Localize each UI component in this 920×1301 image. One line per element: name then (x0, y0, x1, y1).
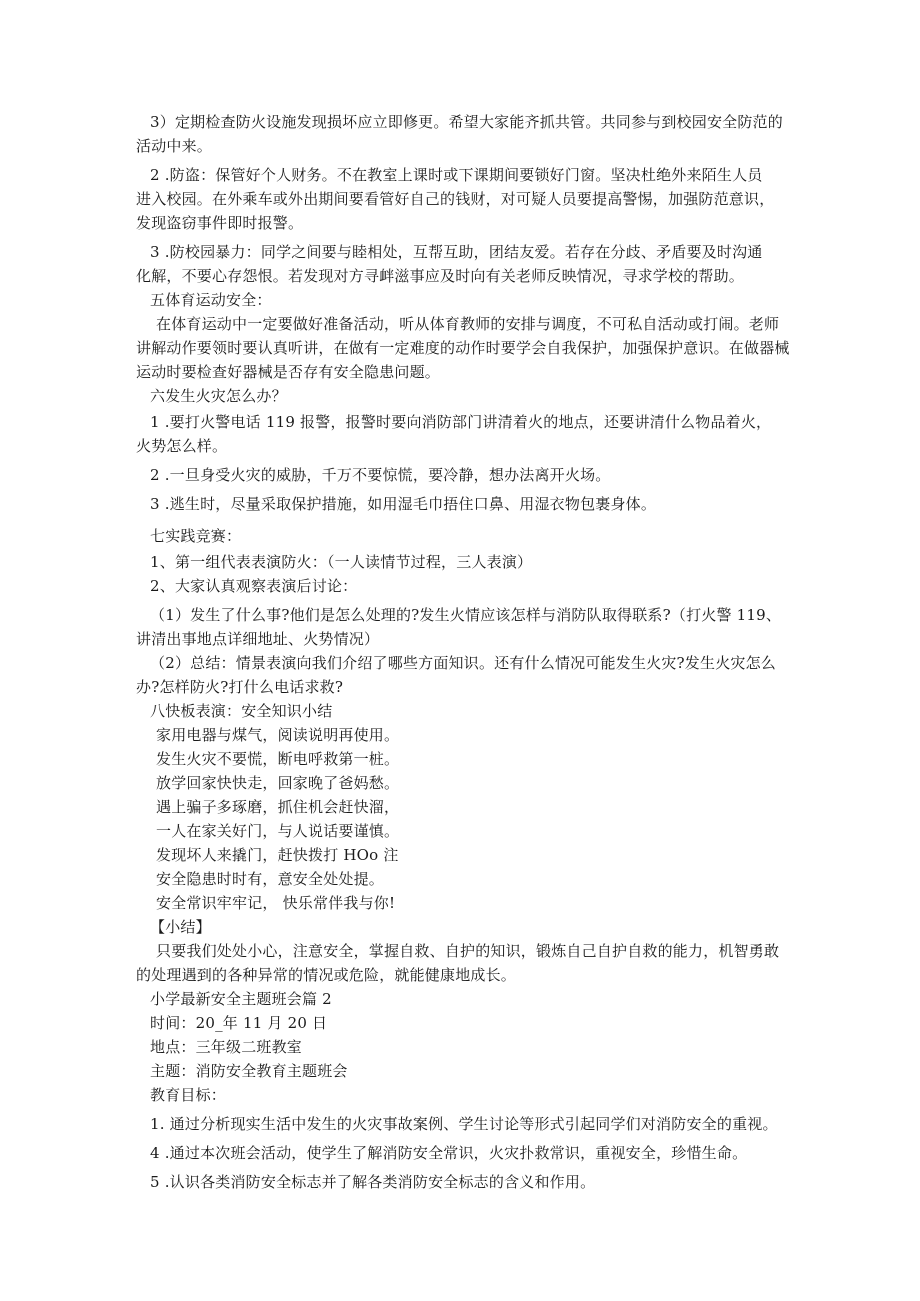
paragraph-line: 3）定期检查防火设施发现损坏应立即修更。希望大家能齐抓共管。共同参与到校园安全防范的 (150, 113, 783, 131)
paragraph-line: 发现盗窃事件即时报警。 (136, 214, 304, 232)
paragraph-line: 办?怎样防火?打什么电话求救? (136, 678, 344, 696)
rhyme-line: 放学回家快快走，回家晚了爸妈愁。 (156, 774, 400, 792)
paragraph-line: 化解，不要心存怨恨。若发现对方寻衅滋事应及时向有关老师反映情况，寻求学校的帮助。 (136, 267, 745, 285)
rhyme-line: 发生火灾不要慌，断电呼救第一桩。 (156, 750, 400, 768)
rhyme-line: 遇上骗子多琢磨，抓住机会赶快溜， (156, 798, 400, 816)
paragraph-line: 运动时要检查好器械是否存有安全隐患问题。 (136, 363, 441, 381)
section-heading: 五体育运动安全： (150, 291, 272, 309)
section-heading: 六发生火灾怎么办？ (150, 387, 287, 405)
paragraph-line: 3 .逃生时，尽量采取保护措施，如用湿毛巾捂住口鼻、用湿衣物包裹身体。 (150, 495, 657, 513)
paragraph-line: 2、大家认真观察表演后讨论： (150, 577, 358, 595)
section-heading: 八快板表演：安全知识小结 (150, 702, 333, 720)
paragraph-line: 讲清出事地点详细地址、火势情况） (136, 630, 380, 648)
paragraph-line: 教育目标： (150, 1086, 227, 1104)
paragraph-line: 地点：三年级二班教室 (150, 1038, 303, 1056)
section-heading: 小学最新安全主题班会篇 2 (150, 990, 332, 1008)
paragraph-line: 讲解动作要领时要认真听讲，在做有一定难度的动作时要学会自我保护，加强保护意识。在做器械 (136, 339, 790, 357)
paragraph-line: 2 .一旦身受火灾的威胁，千万不要惊慌，要冷静，想办法离开火场。 (150, 466, 611, 484)
paragraph-line: 1 .要打火警电话 119 报警，报警时要向消防部门讲清着火的地点，还要讲清什么物品着火， (150, 413, 772, 431)
rhyme-line: 发现坏人来撬门，赶快拨打 HOo 注 (156, 846, 399, 864)
section-heading: 七实践竞赛： (150, 527, 242, 545)
rhyme-line: 家用电器与煤气，阅读说明再使用。 (156, 726, 400, 744)
paragraph-line: 2 .防盗：保管好个人财务。不在教室上课时或下课期间要锁好门窗。坚决杜绝外来陌生人员 (150, 166, 763, 184)
section-heading: 【小结】 (150, 918, 211, 936)
paragraph-line: 活动中来。 (136, 137, 213, 155)
paragraph-line: 进入校园。在外乘车或外出期间要看管好自己的钱财，对可疑人员要提高警惕，加强防范意识， (136, 190, 775, 208)
paragraph-line: 在体育运动中一定要做好准备活动，听从体育教师的安排与调度，不可私自活动或打闹。老师 (156, 315, 780, 333)
paragraph-line: 4 .通过本次班会活动，使学生了解消防安全常识，火灾扑救常识，重视安全，珍惜生命。 (150, 1144, 748, 1162)
paragraph-line: 1、第一组代表表演防火：（一人读情节过程，三人表演） (150, 553, 533, 571)
paragraph-line: 3 .防校园暴力：同学之间要与睦相处，互帮互助，团结友爱。若存在分歧、矛盾要及时沟通 (150, 243, 763, 261)
paragraph-line: （1）发生了什么事?他们是怎么处理的?发生火情应该怎样与消防队取得联系?（打火警 119、 (150, 606, 782, 624)
paragraph-line: 1. 通过分析现实生活中发生的火灾事故案例、学生讨论等形式引起同学们对消防安全的重视。 (150, 1115, 778, 1133)
rhyme-line: 安全常识牢牢记， 快乐常伴我与你! (156, 894, 396, 912)
rhyme-line: 一人在家关好门，与人说话要谨慎。 (156, 822, 400, 840)
paragraph-line: 5 .认识各类消防安全标志并了解各类消防安全标志的含义和作用。 (150, 1173, 596, 1191)
paragraph-line: 只要我们处处小心，注意安全，掌握自救、自护的知识，锻炼自己自护自救的能力，机智勇敢 (156, 942, 780, 960)
document-page (136, 110, 788, 1194)
paragraph-line: （2）总结：情景表演向我们介绍了哪些方面知识。还有什么情况可能发生火灾?发生火灾怎么 (150, 654, 776, 672)
paragraph-line: 主题：消防安全教育主题班会 (150, 1062, 348, 1080)
paragraph-line: 时间：20_年 11 月 20 日 (150, 1014, 328, 1032)
rhyme-line: 安全隐患时时有，意安全处处提。 (156, 870, 385, 888)
paragraph-line: 的处理遇到的各种异常的情况或危险，就能健康地成长。 (136, 966, 517, 984)
paragraph-line: 火势怎么样。 (136, 437, 228, 455)
